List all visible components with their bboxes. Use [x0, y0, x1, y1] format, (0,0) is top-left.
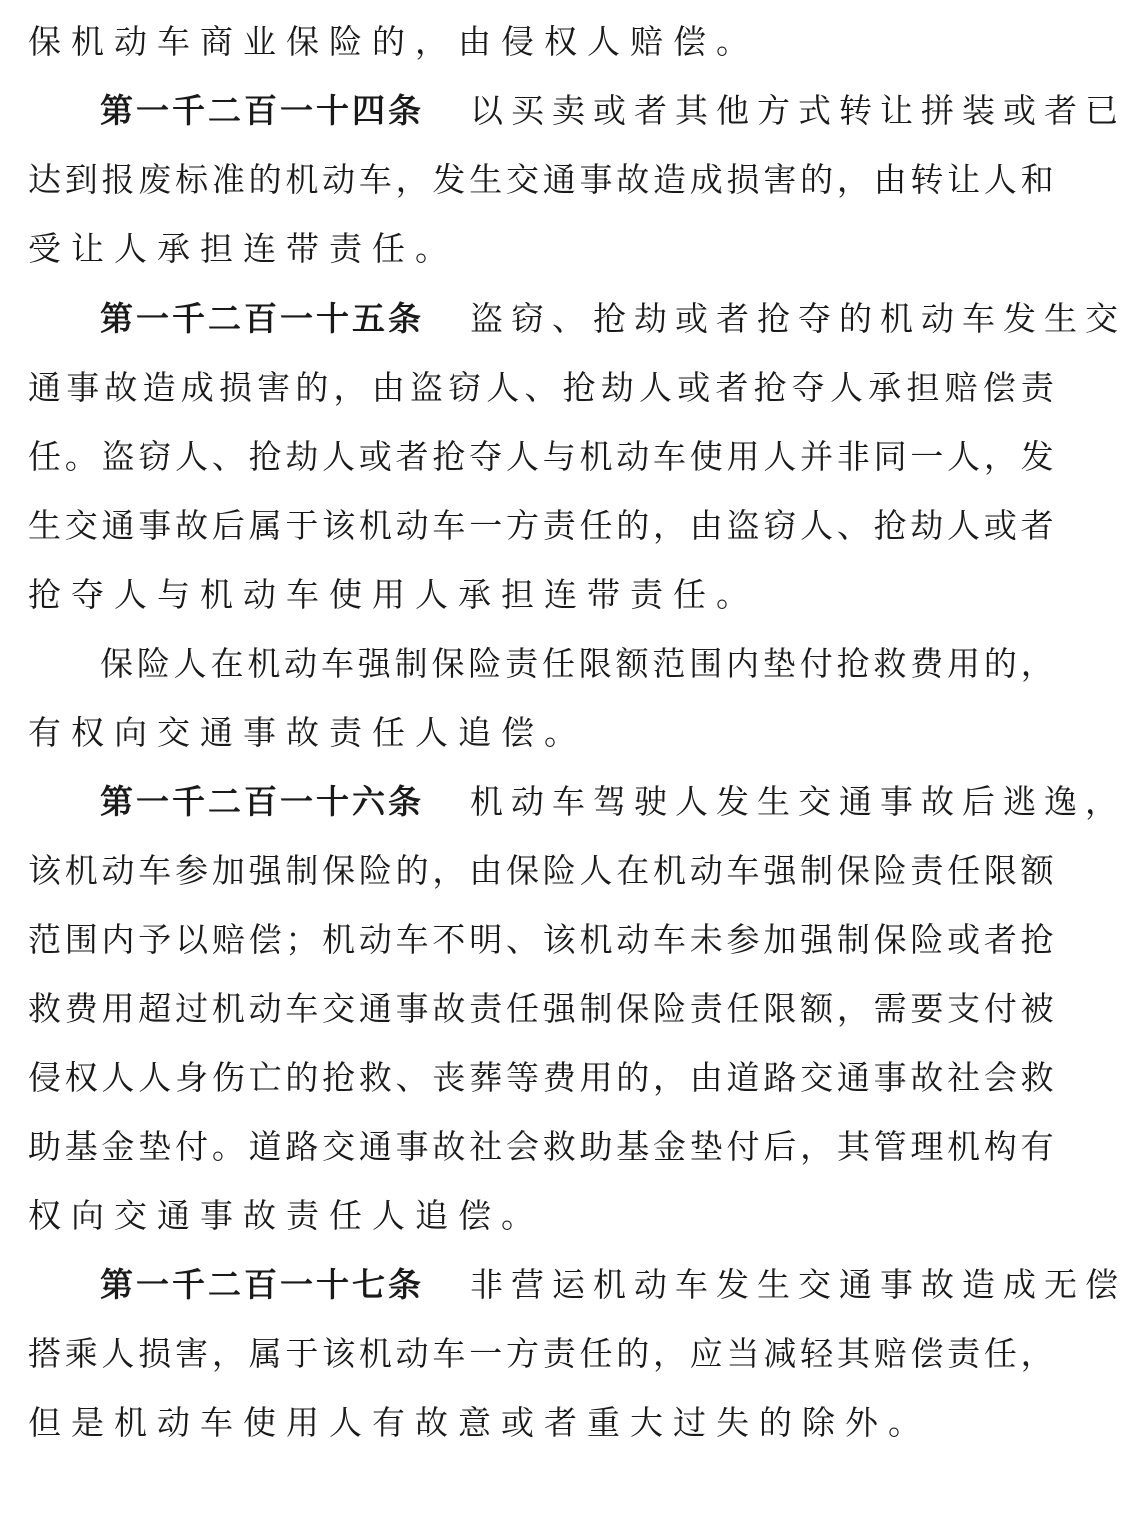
text-line: 受让人承担连带责任。 — [28, 229, 458, 268]
text-line: 保 险 人 在 机 动 车 强 制 保 险 责 任 限 额 范 围 内 垫 付 抢 救 费 用 的 ， — [100, 644, 1054, 683]
text-line: 救 费 用 超 过 机 动 车 交 通 事 故 责 任 强 制 保 险 责 任 限 额 ， 需 要 支 付 被 — [28, 989, 1054, 1028]
text-line: 抢夺人与机动车使用人承担连带责任。 — [28, 575, 759, 614]
article-heading: 第一千二百一十六条 — [100, 782, 424, 821]
text-line: 侵 权 人 人 身 伤 亡 的 抢 救 、 丧 葬 等 费 用 的 ， 由 道 路 交 通 事 故 社 会 救 — [28, 1058, 1054, 1097]
article-1215-first-line — [100, 295, 1126, 343]
text-line: 搭 乘 人 损 害 ， 属 于 该 机 动 车 一 方 责 任 的 ， 应 当 减 轻 其 赔 偿 责 任 ， — [28, 1334, 1054, 1373]
article-heading: 第一千二百一十七条 — [100, 1265, 424, 1304]
text-line: 有权向交通事故责任人追偿。 — [28, 713, 587, 752]
article-text: 盗窃、抢劫或者抢夺的机动车发生交 — [470, 299, 1126, 338]
text-line: 保机动车商业保险的，由侵权人赔偿。 — [28, 22, 759, 61]
article-1217-first-line — [100, 1261, 1126, 1309]
text-line: 助 基 金 垫 付 。 道 路 交 通 事 故 社 会 救 助 基 金 垫 付 后 ， 其 管 理 机 构 有 — [28, 1127, 1054, 1166]
text-line: 达 到 报 废 标 准 的 机 动 车 ， 发 生 交 通 事 故 造 成 损 害 的 ， 由 转 让 人 和 — [28, 160, 1054, 199]
article-text: 非营运机动车发生交通事故造成无偿 — [470, 1265, 1126, 1304]
article-text: 以买卖或者其他方式转让拼装或者已 — [470, 91, 1126, 130]
article-1214-first-line — [100, 87, 1126, 135]
text-line: 生 交 通 事 故 后 属 于 该 机 动 车 一 方 责 任 的 ， 由 盗 窃 人 、 抢 劫 人 或 者 — [28, 506, 1054, 545]
text-line: 任 。 盗 窃 人 、 抢 劫 人 或 者 抢 夺 人 与 机 动 车 使 用 人 并 非 同 一 人 ， 发 — [28, 437, 1054, 476]
article-1216-first-line — [100, 778, 1126, 826]
text-line: 权向交通事故责任人追偿。 — [28, 1196, 544, 1235]
text-line: 该 机 动 车 参 加 强 制 保 险 的 ， 由 保 险 人 在 机 动 车 强 制 保 险 责 任 限 额 — [28, 851, 1054, 890]
article-heading: 第一千二百一十四条 — [100, 91, 424, 130]
text-line: 范 围 内 予 以 赔 偿 ； 机 动 车 不 明 、 该 机 动 车 未 参 加 强 制 保 险 或 者 抢 — [28, 920, 1054, 959]
article-text: 机动车驾驶人发生交通事故后逃逸， — [470, 782, 1126, 821]
text-line: 但是机动车使用人有故意或者重大过失的除外。 — [28, 1403, 931, 1442]
article-heading: 第一千二百一十五条 — [100, 299, 424, 338]
text-line: 通 事 故 造 成 损 害 的 ， 由 盗 窃 人 、 抢 劫 人 或 者 抢 夺 人 承 担 赔 偿 责 — [28, 368, 1054, 407]
